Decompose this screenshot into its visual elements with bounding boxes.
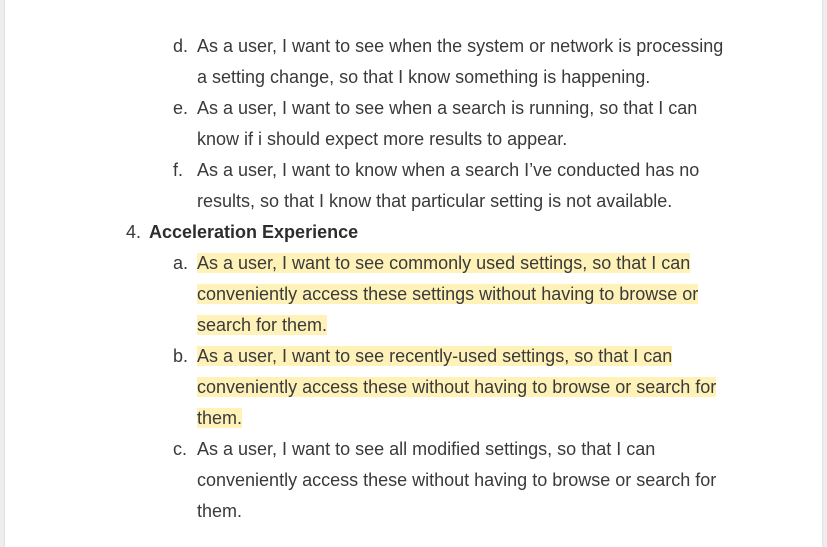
section-heading: Acceleration Experience	[149, 222, 359, 242]
list-item-f-line-2: results, so that I know that particular setting is not available.	[197, 191, 673, 211]
list-item-c-line-2: conveniently access these without having to browse or search for	[197, 470, 717, 490]
highlighted-text: As a user, I want to see commonly used settings, so that I can	[197, 253, 691, 273]
list-marker-c: c.	[173, 439, 188, 459]
list-item-a-line-2	[197, 279, 698, 310]
list-marker-e: e.	[173, 98, 189, 118]
list-marker-4: 4.	[126, 222, 142, 242]
list-item-b-line-1	[197, 341, 672, 372]
list-marker-a: a.	[173, 253, 189, 273]
list-marker-f: f.	[173, 160, 184, 180]
highlighted-text: conveniently access these without having to browse or search for	[197, 377, 717, 397]
highlighted-text: conveniently access these settings without having to browse or	[197, 284, 699, 304]
list-marker-b: b.	[173, 346, 189, 366]
list-item-f-line-1: As a user, I want to know when a search I’ve conducted has no	[197, 160, 700, 180]
list-item-e-line-2: know if i should expect more results to appear.	[197, 129, 568, 149]
highlighted-text: As a user, I want to see recently-used settings, so that I can	[197, 346, 673, 366]
list-item-a-line-3	[197, 310, 327, 341]
list-item-c-line-1: As a user, I want to see all modified settings, so that I can	[197, 439, 656, 459]
list-item-e-line-1: As a user, I want to see when a search is running, so that I can	[197, 98, 698, 118]
document-page	[5, 0, 822, 547]
highlighted-text: them.	[197, 408, 243, 428]
highlighted-text: search for them.	[197, 315, 328, 335]
list-item-d-line-2: a setting change, so that I know something is happening.	[197, 67, 651, 87]
list-marker-d: d.	[173, 36, 189, 56]
list-item-b-line-2	[197, 372, 716, 403]
list-item-d-line-1: As a user, I want to see when the system or network is processing	[197, 36, 724, 56]
list-item-b-line-3	[197, 403, 242, 434]
list-item-a-line-1	[197, 248, 690, 279]
list-item-c-line-3: them.	[197, 501, 243, 521]
